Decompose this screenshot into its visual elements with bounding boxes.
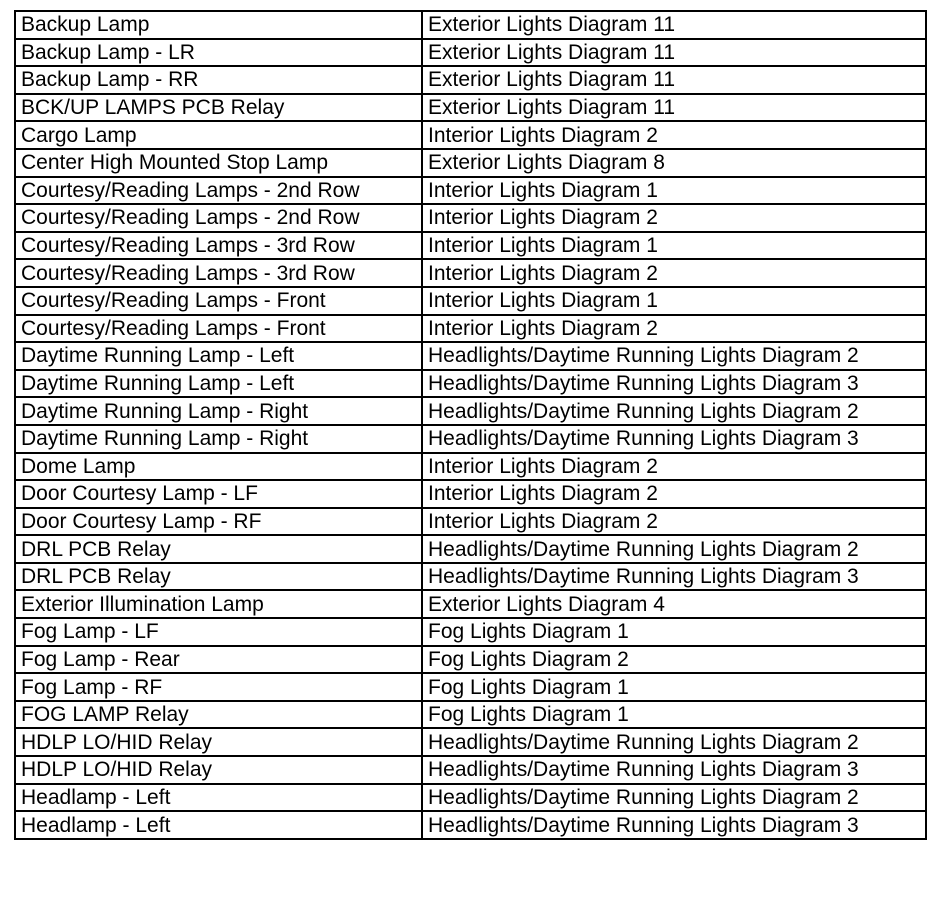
- diagram-reference-cell: Headlights/Daytime Running Lights Diagram 3: [422, 756, 926, 784]
- diagram-reference-cell: Headlights/Daytime Running Lights Diagram 2: [422, 728, 926, 756]
- component-name-cell: Backup Lamp: [15, 11, 422, 39]
- component-name-cell: Headlamp - Left: [15, 811, 422, 839]
- diagram-reference-cell: Headlights/Daytime Running Lights Diagram 2: [422, 784, 926, 812]
- component-name-cell: BCK/UP LAMPS PCB Relay: [15, 94, 422, 122]
- table-row: [15, 425, 926, 453]
- table-row: [15, 618, 926, 646]
- diagram-reference-cell: Exterior Lights Diagram 11: [422, 11, 926, 39]
- component-name-cell: Daytime Running Lamp - Left: [15, 370, 422, 398]
- table-row: [15, 177, 926, 205]
- component-name-cell: Courtesy/Reading Lamps - 3rd Row: [15, 232, 422, 260]
- component-name-cell: Courtesy/Reading Lamps - 2nd Row: [15, 204, 422, 232]
- component-name-cell: Backup Lamp - RR: [15, 66, 422, 94]
- table-row: [15, 535, 926, 563]
- component-index-table: [14, 10, 927, 840]
- diagram-reference-cell: Exterior Lights Diagram 11: [422, 66, 926, 94]
- table-row: [15, 508, 926, 536]
- component-name-cell: HDLP LO/HID Relay: [15, 756, 422, 784]
- table-row: [15, 342, 926, 370]
- component-name-cell: Backup Lamp - LR: [15, 39, 422, 67]
- diagram-reference-cell: Interior Lights Diagram 2: [422, 480, 926, 508]
- component-name-cell: Daytime Running Lamp - Left: [15, 342, 422, 370]
- component-name-cell: Courtesy/Reading Lamps - Front: [15, 287, 422, 315]
- component-name-cell: Daytime Running Lamp - Right: [15, 425, 422, 453]
- diagram-reference-cell: Headlights/Daytime Running Lights Diagram 3: [422, 811, 926, 839]
- diagram-reference-cell: Exterior Lights Diagram 8: [422, 149, 926, 177]
- component-name-cell: Door Courtesy Lamp - RF: [15, 508, 422, 536]
- component-name-cell: HDLP LO/HID Relay: [15, 728, 422, 756]
- table-row: [15, 94, 926, 122]
- table-row: [15, 11, 926, 39]
- table-row: [15, 453, 926, 481]
- component-name-cell: Headlamp - Left: [15, 784, 422, 812]
- diagram-reference-cell: Exterior Lights Diagram 11: [422, 39, 926, 67]
- diagram-reference-cell: Fog Lights Diagram 1: [422, 673, 926, 701]
- table-row: [15, 66, 926, 94]
- component-name-cell: Courtesy/Reading Lamps - 3rd Row: [15, 259, 422, 287]
- table-row: [15, 590, 926, 618]
- table-row: [15, 370, 926, 398]
- table-row: [15, 259, 926, 287]
- component-name-cell: Courtesy/Reading Lamps - Front: [15, 315, 422, 343]
- table-row: [15, 673, 926, 701]
- table-row: [15, 811, 926, 839]
- table-body: [15, 11, 926, 839]
- diagram-reference-cell: Headlights/Daytime Running Lights Diagram 3: [422, 425, 926, 453]
- table-row: [15, 756, 926, 784]
- diagram-reference-cell: Exterior Lights Diagram 4: [422, 590, 926, 618]
- diagram-reference-cell: Fog Lights Diagram 1: [422, 701, 926, 729]
- component-name-cell: FOG LAMP Relay: [15, 701, 422, 729]
- table-row: [15, 315, 926, 343]
- diagram-reference-cell: Fog Lights Diagram 1: [422, 618, 926, 646]
- diagram-reference-cell: Headlights/Daytime Running Lights Diagram 3: [422, 563, 926, 591]
- diagram-reference-cell: Headlights/Daytime Running Lights Diagram 2: [422, 342, 926, 370]
- table-row: [15, 149, 926, 177]
- component-name-cell: Center High Mounted Stop Lamp: [15, 149, 422, 177]
- diagram-reference-cell: Headlights/Daytime Running Lights Diagram 2: [422, 535, 926, 563]
- table-row: [15, 204, 926, 232]
- table-row: [15, 121, 926, 149]
- component-name-cell: DRL PCB Relay: [15, 563, 422, 591]
- diagram-reference-cell: Interior Lights Diagram 1: [422, 287, 926, 315]
- diagram-reference-cell: Headlights/Daytime Running Lights Diagram 3: [422, 370, 926, 398]
- table-row: [15, 39, 926, 67]
- diagram-reference-cell: Interior Lights Diagram 2: [422, 121, 926, 149]
- diagram-reference-cell: Interior Lights Diagram 2: [422, 315, 926, 343]
- table-row: [15, 701, 926, 729]
- diagram-reference-cell: Headlights/Daytime Running Lights Diagram 2: [422, 397, 926, 425]
- diagram-reference-cell: Fog Lights Diagram 2: [422, 646, 926, 674]
- table-row: [15, 480, 926, 508]
- table-row: [15, 728, 926, 756]
- component-name-cell: Dome Lamp: [15, 453, 422, 481]
- component-name-cell: DRL PCB Relay: [15, 535, 422, 563]
- component-name-cell: Daytime Running Lamp - Right: [15, 397, 422, 425]
- component-name-cell: Door Courtesy Lamp - LF: [15, 480, 422, 508]
- component-name-cell: Fog Lamp - RF: [15, 673, 422, 701]
- component-name-cell: Fog Lamp - Rear: [15, 646, 422, 674]
- table-row: [15, 397, 926, 425]
- component-name-cell: Exterior Illumination Lamp: [15, 590, 422, 618]
- diagram-reference-cell: Interior Lights Diagram 2: [422, 204, 926, 232]
- diagram-reference-cell: Interior Lights Diagram 1: [422, 177, 926, 205]
- component-name-cell: Courtesy/Reading Lamps - 2nd Row: [15, 177, 422, 205]
- diagram-reference-cell: Interior Lights Diagram 2: [422, 453, 926, 481]
- diagram-reference-cell: Interior Lights Diagram 2: [422, 508, 926, 536]
- component-name-cell: Fog Lamp - LF: [15, 618, 422, 646]
- diagram-reference-cell: Interior Lights Diagram 2: [422, 259, 926, 287]
- table-row: [15, 232, 926, 260]
- component-name-cell: Cargo Lamp: [15, 121, 422, 149]
- diagram-reference-cell: Interior Lights Diagram 1: [422, 232, 926, 260]
- diagram-reference-cell: Exterior Lights Diagram 11: [422, 94, 926, 122]
- table-row: [15, 646, 926, 674]
- table-row: [15, 563, 926, 591]
- table-row: [15, 287, 926, 315]
- table-row: [15, 784, 926, 812]
